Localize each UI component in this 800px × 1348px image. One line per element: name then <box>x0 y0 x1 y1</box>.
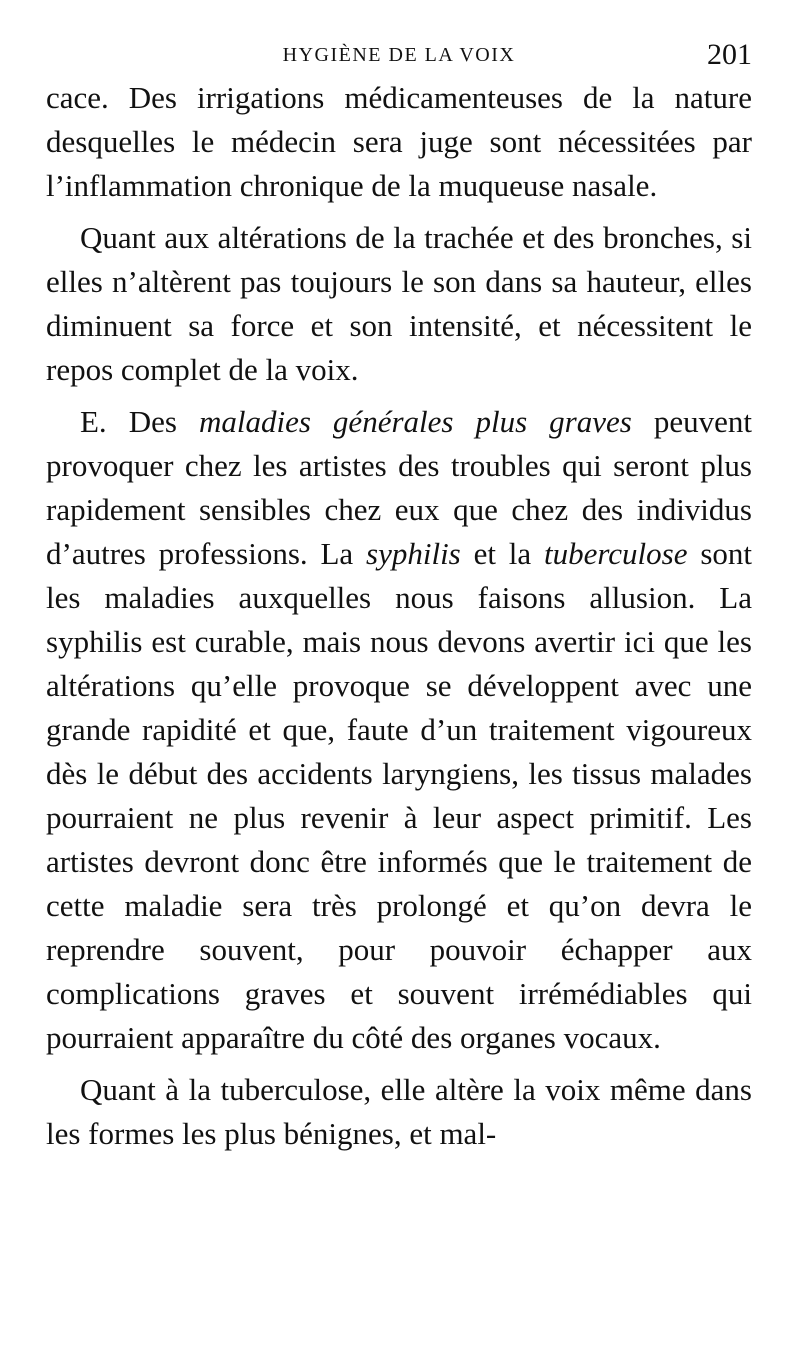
page-number: 201 <box>707 38 752 71</box>
paragraph-3-text-3: et la <box>460 536 544 571</box>
paragraph-2: Quant aux altérations de la trachée et des bronches, si elles n’altèrent pas toujours le son dans sa hauteur, elles diminuent sa force et son intensité, et nécessitent le repos complet de la voix. <box>46 220 752 387</box>
italic-term-tuberculosis: tuberculose <box>544 536 688 571</box>
paragraph-3-text-1: E. Des <box>80 404 199 439</box>
italic-term-syphilis: syphilis <box>366 536 461 571</box>
paragraph-3 <box>46 400 752 1060</box>
running-head <box>46 34 752 76</box>
running-title: HYGIÈNE DE LA VOIX <box>282 44 516 66</box>
paragraph-3-text-2: peuvent provoquer chez les artistes des troubles qui seront plus rapidement sensibles chez eux que chez des individus d’autres professions. La <box>46 404 753 571</box>
paragraph-3-text-4: sont les maladies auxquelles nous faisons allusion. La syphilis est curable, mais nous devons avertir ici que les altérations qu’elle provoque se développent avec une grande rapidité et que, faute d’un traitement vigoureux dès le début des accidents laryngiens, les tissus malades pourraient ne plus revenir à leur aspect primitif. Les artistes devront donc être informés que le traitement de cette maladie sera très prolongé et qu’on devra le reprendre souvent, pour pouvoir échapper aux complications graves et souvent irrémédiables qui pourraient apparaître du côté des organes vocaux. <box>46 536 752 1055</box>
paragraph-4: Quant à la tuberculose, elle altère la voix même dans les formes les plus bénignes, et mal- <box>46 1072 752 1151</box>
italic-term-general-diseases: maladies générales plus graves <box>198 404 632 439</box>
body-text <box>46 76 752 1156</box>
paragraph-1: cace. Des irrigations médicamenteuses de la nature desquelles le médecin sera juge sont nécessitées par l’inflammation chronique de la muqueuse nasale. <box>46 80 752 203</box>
